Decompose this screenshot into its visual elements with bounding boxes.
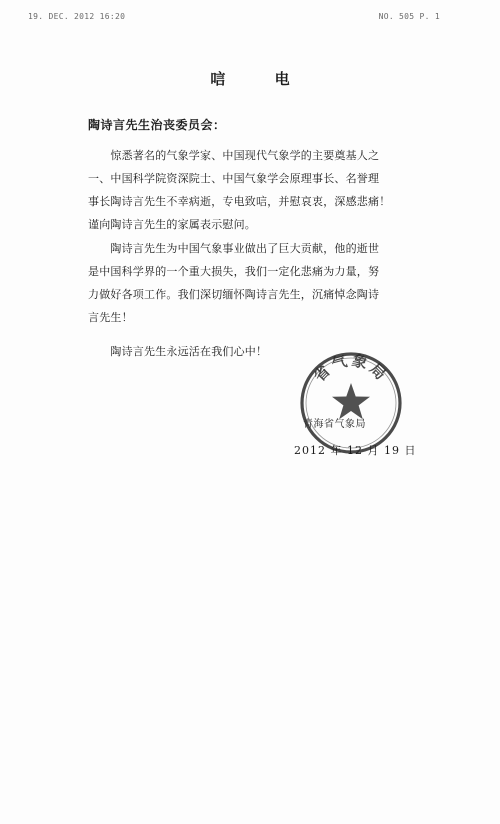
- text-line: 事长陶诗言先生不幸病逝，专电致唁，并慰哀衷，深感悲痛！: [88, 195, 391, 208]
- text-line: 言先生！: [88, 311, 133, 324]
- text-line: 惊悉著名的气象学家、中国现代气象学的主要奠基人之: [88, 149, 380, 162]
- text-line: 谨向陶诗言先生的家属表示慰问。: [88, 218, 256, 231]
- official-seal-stamp: [298, 350, 404, 456]
- fax-page-number: NO. 505 P. 1: [378, 12, 440, 21]
- paragraph-2: [88, 237, 418, 329]
- text-line: 是中国科学界的一个重大损失，我们一定化悲痛为力量，努: [88, 265, 380, 278]
- svg-text:省气象局: [310, 351, 391, 385]
- fax-timestamp: 19. DEC. 2012 16:20: [28, 12, 126, 21]
- star-icon: [332, 383, 370, 419]
- stamp-arc-text: 省气象局: [310, 351, 392, 386]
- text-line: 力做好各项工作。我们深切缅怀陶诗言先生，沉痛悼念陶诗: [88, 288, 380, 301]
- text-line: 陶诗言先生永远活在我们心中！: [88, 345, 268, 358]
- document-date: 2012 年 12 月 19 日: [294, 444, 417, 457]
- sender-organization: 青海省气象局: [303, 419, 366, 430]
- text-line: 一、中国科学院资深院士、中国气象学会原理事长、名誉理: [88, 172, 380, 185]
- document-title: 唁 电: [210, 70, 312, 88]
- text-line: 陶诗言先生为中国气象事业做出了巨大贡献，他的逝世: [88, 242, 380, 255]
- addressee: 陶诗言先生治丧委员会：: [88, 118, 226, 132]
- paragraph-1: [88, 144, 418, 236]
